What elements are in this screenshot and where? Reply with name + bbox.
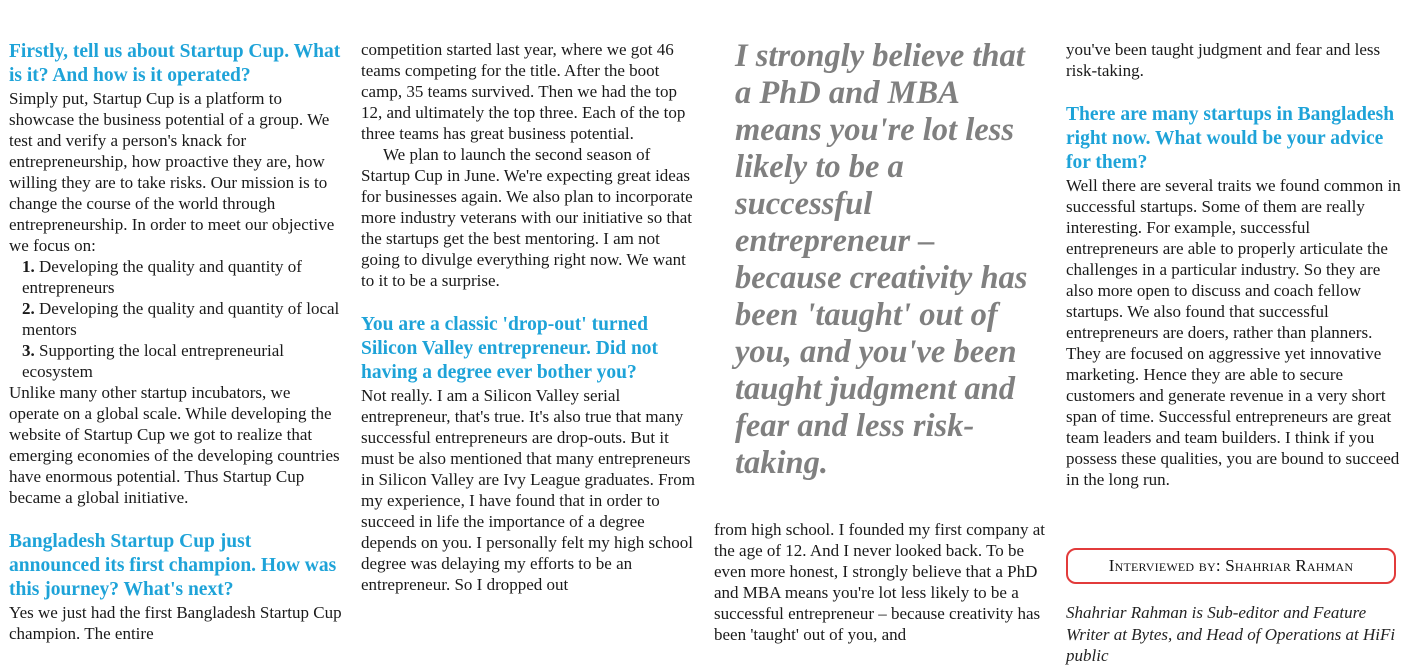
author-credit: Shahriar Rahman is Sub-editor and Feature Writer at Bytes, and Head of Operations at HiFi public	[1066, 603, 1396, 665]
list-item: 1. Developing the quality and quantity of entrepreneurs	[22, 257, 302, 297]
column-4	[1066, 39, 1406, 490]
answer-paragraph: We plan to launch the second season of Startup Cup in June. We're expecting great ideas for businesses again. We also plan to incorporate more industry veterans with our initiative so that the startups get the best mentoring. I am not going to divulge everything right now. We want to it to be a surprise.	[361, 145, 693, 290]
answer-paragraph: Unlike many other startup incubators, we operate on a global scale. While developing the website of Startup Cup we got to realize that emerging economies of the developing countries have enormous potential. Thus Startup Cup became a global initiative.	[9, 383, 340, 507]
answer-paragraph: from high school. I founded my first company at the age of 12. And I never looked back. To be even more honest, I strongly believe that a PhD and MBA means you're lot less likely to be a successful entrepreneur – because creativity has been 'taught' out of you, and	[714, 520, 1045, 644]
question-heading-startup-cup: Firstly, tell us about Startup Cup. What is it? And how is it operated?	[9, 41, 341, 86]
column-2	[361, 39, 697, 595]
focus-list	[9, 256, 344, 382]
answer-paragraph: Yes we just had the first Bangladesh Startup Cup champion. The entire	[9, 603, 342, 643]
pull-quote: I strongly believe that a PhD and MBA means you're lot less likely to be a successful entrepreneur – because creativity has been 'taught' out of you, and you've been taught judgment and fear and less risk-taking.	[735, 38, 1028, 481]
answer-paragraph: Well there are several traits we found common in successful startups. Some of them are really interesting. For example, successful entrepreneurs are able to properly articulate the challenges in a particular industry. So they are also more open to discuss and coach fellow startups. We also found that successful entrepreneurs are doers, rather than planners. They are focused on aggressive yet innovative marketing. Hence they are able to secure customers and generate revenue in a very short span of time. Successful entrepreneurs are great team leaders and team builders. I think if you possess these qualities, you are bound to succeed in the long run.	[1066, 176, 1401, 489]
interviewer-box: Interviewed by: Shahriar Rahman	[1066, 548, 1396, 584]
list-item: 3. Supporting the local entrepreneurial ecosystem	[22, 341, 284, 381]
answer-paragraph: Not really. I am a Silicon Valley serial entrepreneur, that's true. It's also true that many successful entrepreneurs are drop-outs. But it must be also mentioned that many entrepreneurs in Silicon Valley are Ivy League graduates. From my experience, I have found that in order to succeed in life the importance of a degree depends on you. I personally felt my high school degree was delaying my efforts to be an entrepreneur. So I dropped out	[361, 386, 695, 594]
question-heading-advice: There are many startups in Bangladesh right now. What would be your advice for them?	[1066, 104, 1395, 173]
list-item: 2. Developing the quality and quantity of local mentors	[22, 299, 340, 339]
column-3	[714, 519, 1050, 645]
answer-paragraph: Simply put, Startup Cup is a platform to showcase the business potential of a group. We test and verify a person's knack for entrepreneurship, how proactive they are, how willing they are to take risks. Our mission is to change the course of the world through entrepreneurship. In order to meet our objective we focus on:	[9, 89, 335, 255]
question-heading-champion: Bangladesh Startup Cup just announced its first champion. How was this journey? What's next?	[9, 531, 337, 600]
question-heading-dropout: You are a classic 'drop-out' turned Silicon Valley entrepreneur. Did not having a degree ever bother you?	[361, 314, 659, 383]
answer-paragraph: competition started last year, where we got 46 teams competing for the title. After the boot camp, 35 teams survived. Then we had the top 12, and ultimately the top three. Each of the top three teams has great business potential.	[361, 40, 686, 143]
answer-paragraph: you've been taught judgment and fear and less risk-taking.	[1066, 40, 1381, 80]
column-1	[9, 40, 344, 644]
